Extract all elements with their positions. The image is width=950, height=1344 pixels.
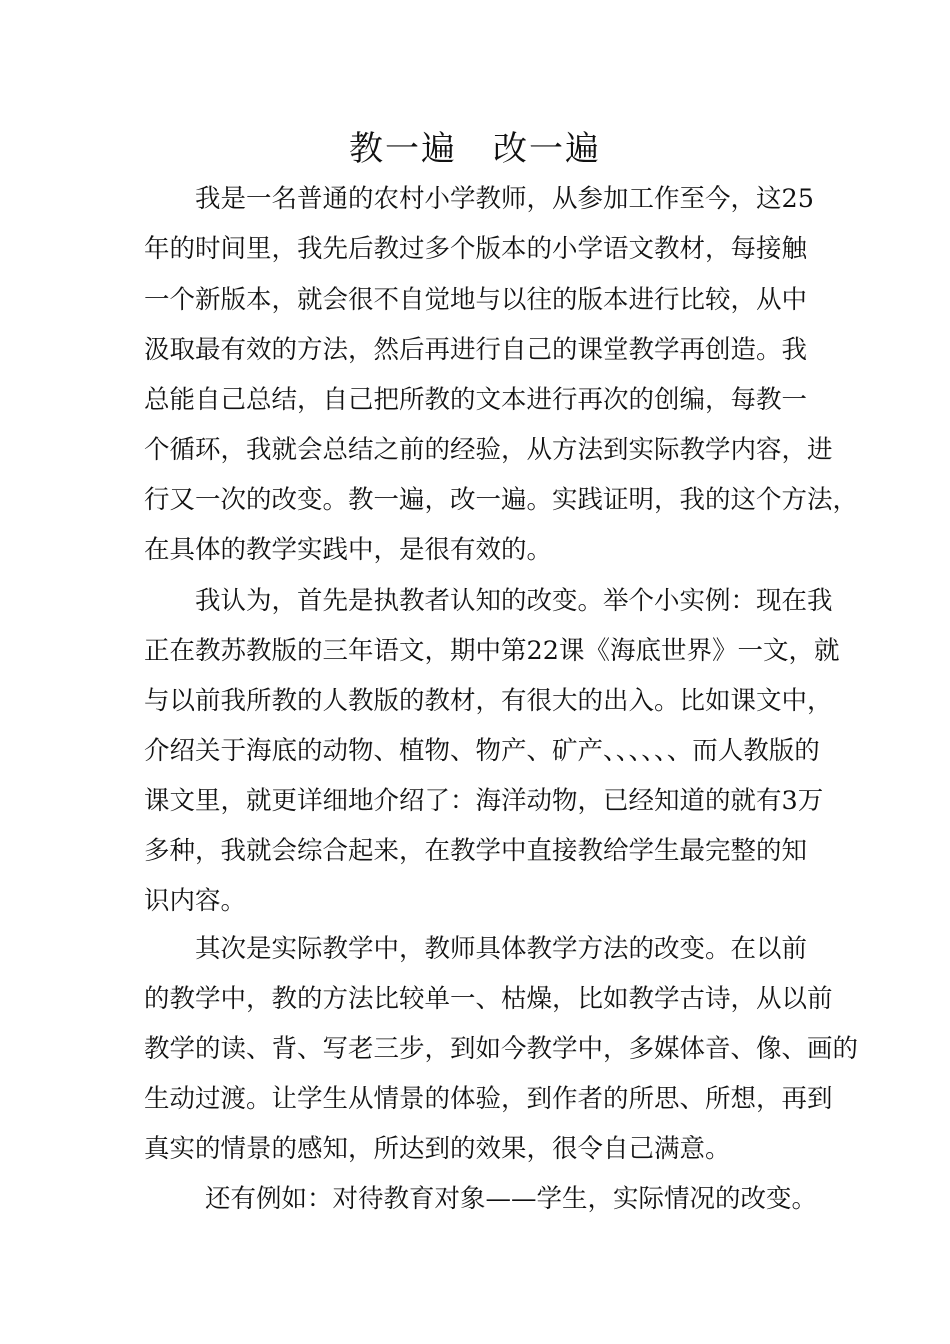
paragraph-3-line-4: 生动过渡。让学生从情景的体验，到作者的所思、所想，再到	[144, 1084, 833, 1114]
paragraph-2-line-2: 正在教苏教版的三年语文，期中第22课《海底世界》一文，就	[144, 636, 840, 666]
paragraph-3-line-3: 教学的读、背、写老三步，到如今教学中，多媒体音、像、画的	[144, 1034, 859, 1064]
paragraph-1-line-2: 年的时间里，我先后教过多个版本的小学语文教材，每接触	[144, 234, 808, 264]
paragraph-1-line-4: 汲取最有效的方法，然后再进行自己的课堂教学再创造。我	[144, 335, 808, 365]
paragraph-1-line-8: 在具体的教学实践中，是很有效的。	[144, 535, 553, 565]
paragraph-3-line-5: 真实的情景的感知，所达到的效果，很令自己满意。	[144, 1134, 731, 1164]
paragraph-1-line-3: 一个新版本，就会很不自觉地与以往的版本进行比较，从中	[144, 285, 808, 315]
paragraph-1-line-1: 我是一名普通的农村小学教师，从参加工作至今，这25	[195, 184, 814, 214]
paragraph-3-line-2: 的教学中，教的方法比较单一、枯燥，比如教学古诗，从以前	[144, 984, 833, 1014]
paragraph-1-line-7: 行又一次的改变。教一遍，改一遍。实践证明，我的这个方法，	[144, 485, 859, 515]
paragraph-2-line-6: 多种，我就会综合起来，在教学中直接教给学生最完整的知	[144, 836, 808, 866]
paragraph-2-line-5: 课文里，就更详细地介绍了：海洋动物，已经知道的就有3万	[144, 786, 824, 816]
paragraph-1-line-6: 个循环，我就会总结之前的经验，从方法到实际教学内容，进	[144, 435, 833, 465]
page-title: 教一遍 改一遍	[349, 129, 601, 169]
paragraph-2-line-4: 介绍关于海底的动物、植物、物产、矿产、、、、、、而人教版的	[144, 736, 820, 766]
paragraph-4-line-1: 还有例如：对待教育对象——学生，实际情况的改变。	[205, 1184, 818, 1214]
paragraph-2-line-7: 识内容。	[144, 886, 247, 916]
paragraph-2-line-3: 与以前我所教的人教版的教材，有很大的出入。比如课文中，	[144, 686, 833, 716]
paragraph-2-line-1: 我认为，首先是执教者认知的改变。举个小实例：现在我	[195, 586, 833, 616]
paragraph-1-line-5: 总能自己总结，自己把所教的文本进行再次的创编，每教一	[144, 385, 808, 415]
paragraph-3-line-1: 其次是实际教学中，教师具体教学方法的改变。在以前	[195, 934, 808, 964]
